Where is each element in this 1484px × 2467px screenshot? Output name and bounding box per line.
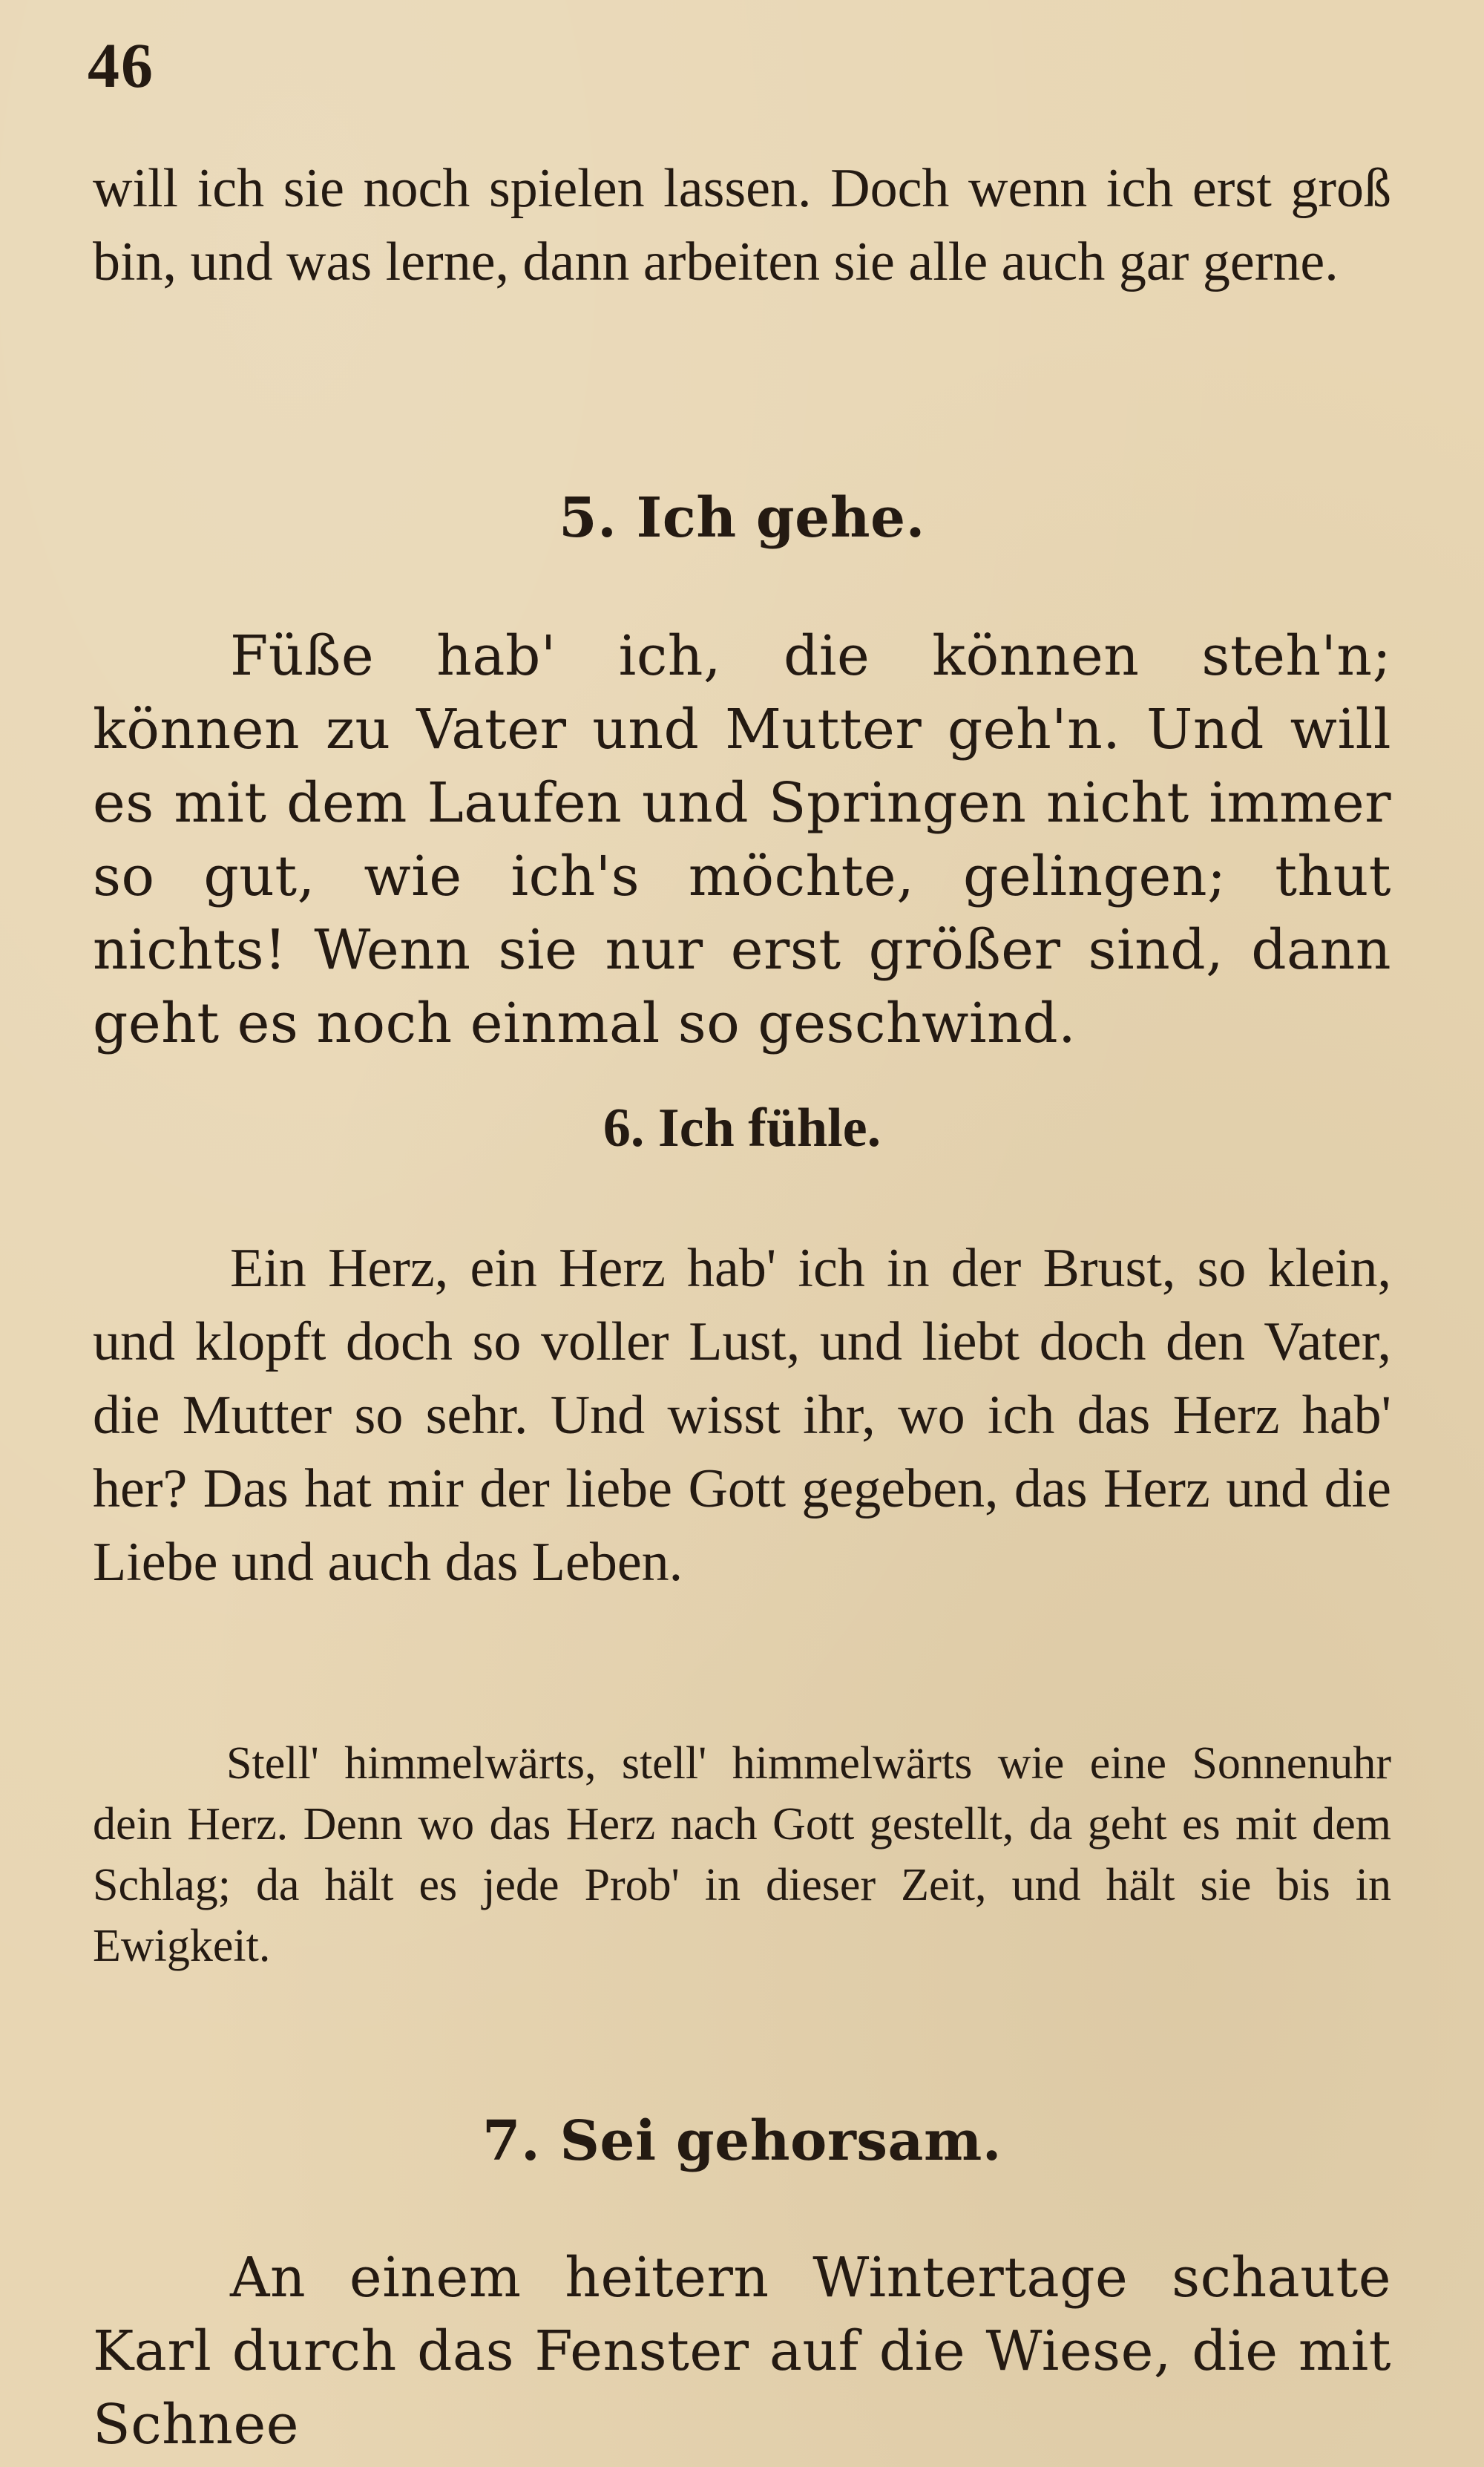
section-6-verse: Stell' himmelwärts, stell' himmelwärts wie eine Sonnenuhr dein Herz. Denn wo das Herz nach Gott gestellt, da geht es mit dem Schlag; da hält es jede Prob' in dieser Zeit, und hält sie bis in Ewigkeit.	[93, 1738, 1391, 1971]
section-6-paragraph: Ein Herz, ein Herz hab' ich in der Brust, so klein, und klopft doch so voller Lust, und liebt doch den Vater, die Mutter so sehr. Und wisst ihr, wo ich das Herz hab' her? Das hat mir der liebe Gott gegeben, das Herz und die Liebe und auch das Leben.	[93, 1238, 1391, 1593]
section-7-heading: 7. Sei gehorsam.	[482, 2109, 1002, 2173]
section-7-paragraph: An einem heitern Wintertage schaute Karl durch das Fenster auf die Wiese, die mit Schnee	[93, 2246, 1391, 2457]
section-6-body	[93, 1232, 1391, 1599]
intro-paragraph-block	[93, 152, 1391, 299]
section-5-heading: 5. Ich gehe.	[559, 486, 925, 550]
intro-paragraph: will ich sie noch spielen lassen. Doch wenn ich erst groß bin, und was lerne, dann arbeiten sie alle auch gar gerne.	[93, 158, 1391, 292]
section-7-body	[93, 2241, 1391, 2462]
section-6-heading: 6. Ich fühle.	[603, 1098, 881, 1159]
page-number: 46	[88, 30, 154, 101]
section-6-verse-block	[93, 1733, 1391, 1976]
section-5-body	[93, 620, 1391, 1061]
section-5-paragraph: Füße hab' ich, die können steh'n; können zu Vater und Mutter geh'n. Und will es mit dem Laufen und Springen nicht immer so gut, wie ich's möchte, gelingen; thut nichts! Wenn sie nur erst größer sind, dann geht es noch einmal so geschwind.	[93, 624, 1391, 1055]
